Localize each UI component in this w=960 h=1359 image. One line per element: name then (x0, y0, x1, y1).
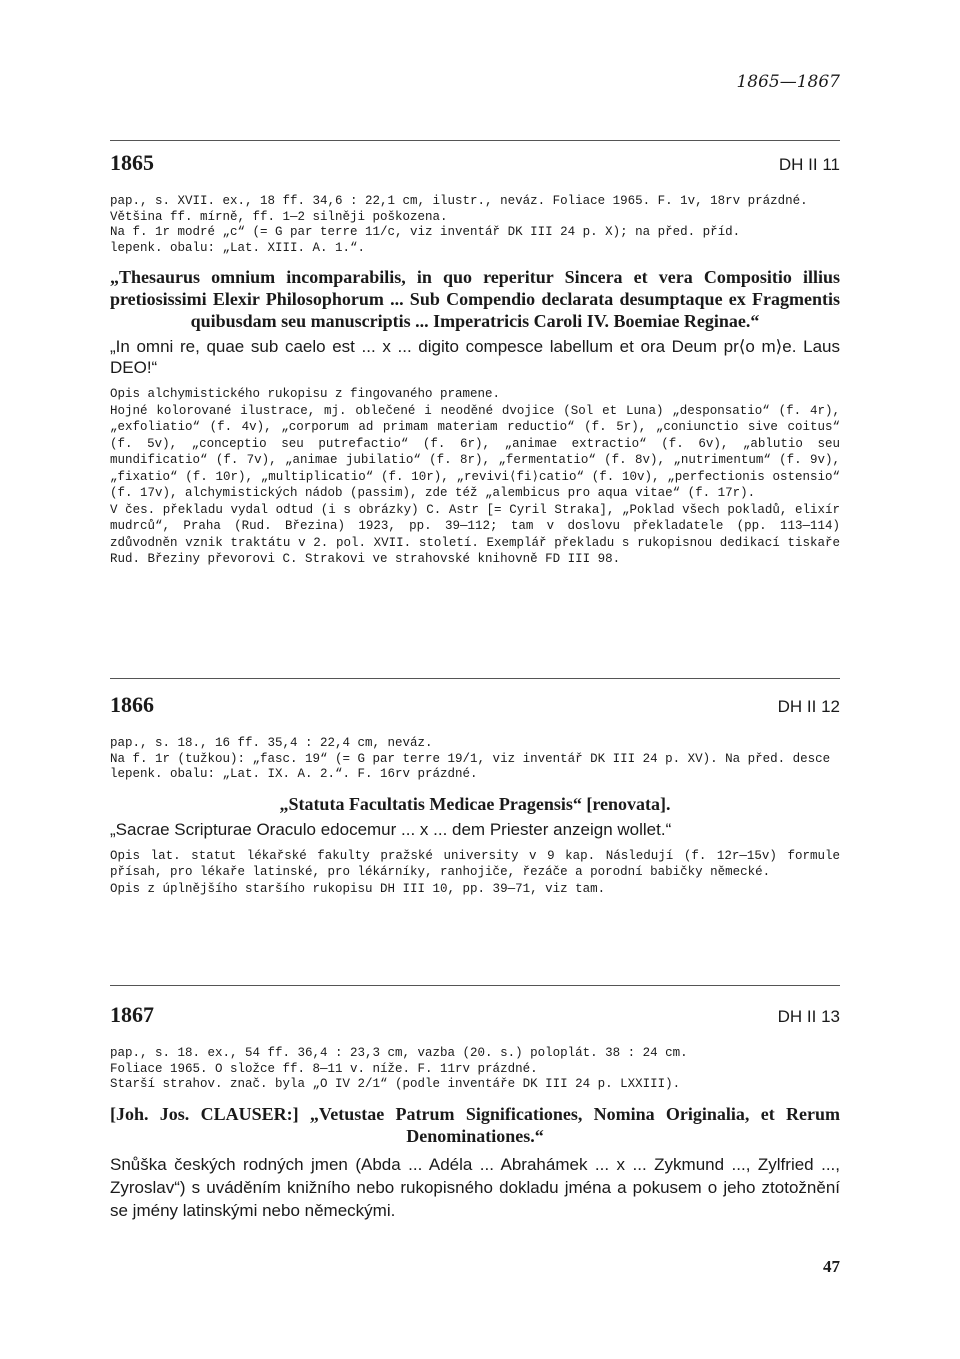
page-number: 47 (823, 1257, 840, 1276)
entry-header (110, 150, 840, 176)
description-paragraph: Hojné kolorované ilustrace, mj. oblečené i neoděné dvojice (Sol et Luna) „desponsatio“ (f. 4r), „exfoliatio“ (f. 4v), „corporum ad primam materiam reductio“ (f. 5r), „coniunctio sive coitus“ (f. 5v), „conceptio seu putrefactio“ (f. 6r), „animae extractio“ (f. 6v), „ablutio seu mundificatio“ (f. 7v), „animae jubilatio“ (f. 8r), „fermentatio“ (f. 8v), „nutrimentum“ (f. 9v), „fixatio“ (f. 10r), „multiplicatio“ (f. 10r), „revivi⟨fi⟩catio“ (f. 10v), „perfectionis ostensio“ (f. 17v), alchymistických nádob (passim), zde též „alembicus pro aqua vitae“ (f. 17r). (110, 403, 840, 500)
entry-number: 1867 (110, 1002, 154, 1027)
section-divider (110, 140, 840, 141)
work-title: [Joh. Jos. CLAUSER:] „Vetustae Patrum Significationes, Nomina Originalia, et Rerum Denominationes.“ (110, 1103, 840, 1146)
entry-1867 (110, 1002, 840, 1222)
description-paragraph: Opis alchymistického rukopisu z fingovaného pramene. (110, 387, 501, 401)
physical-description (110, 1046, 840, 1093)
running-head: 1865—1867 (736, 72, 840, 92)
physical-line: pap., s. 18., 16 ff. 35,4 : 22,4 cm, neváz. (110, 736, 433, 750)
description-paragraph: Opis lat. statut lékařské fakulty pražské university v 9 kap. Následují (f. 12r—15v) formule přísah, pro lékaře latinské, pro lékárníky, ranhojiče, řezáče a porodní babičky německé. (110, 848, 840, 879)
physical-line: Starší strahov. znač. byla „O IV 2/1“ (podle inventáře DK III 24 p. LXXIII). (110, 1077, 681, 1091)
description-paragraph: Opis z úplnějšího staršího rukopisu DH III 10, pp. 39—71, viz tam. (110, 881, 606, 896)
entry-header (110, 692, 840, 718)
physical-line: pap., s. 18. ex., 54 ff. 36,4 : 23,3 cm, vazba (20. s.) poloplát. 38 : 24 cm. (110, 1046, 688, 1060)
section-divider (110, 985, 840, 986)
description (110, 848, 840, 898)
shelfmark: DH II 13 (777, 1007, 840, 1026)
physical-line: Foliace 1965. O složce ff. 8—11 v. níže. F. 11rv prázdné. (110, 1061, 538, 1076)
physical-line: Většina ff. mírně, ff. 1—2 silněji poškozena. (110, 209, 448, 224)
entry-1866 (110, 692, 840, 897)
shelfmark: DH II 12 (777, 697, 840, 716)
entry-1865 (110, 150, 840, 568)
description: Snůška českých rodných jmen (Abda ... Adéla ... Abrahámek ... x ... Zykmund ..., Zylfried ..., Zyroslav“) s uváděním knižního nebo rukopisného dokladu jména a pokusem o jeho ztotožnění se jmény latinskými nebo německými. (110, 1154, 840, 1220)
work-title: „Statuta Facultatis Medicae Pragensis“ [renovata]. (279, 793, 671, 814)
physical-line: Na f. 1r modré „c“ (= G par terre 11/c, viz inventář DK III 24 p. X); na před. příd. (110, 225, 741, 239)
entry-header (110, 1002, 840, 1028)
entry-number: 1866 (110, 692, 154, 717)
physical-description (110, 736, 840, 783)
section-divider (110, 678, 840, 679)
entry-number: 1865 (110, 150, 154, 175)
physical-line: lepenk. obalu: „Lat. XIII. A. 1.“. (110, 240, 366, 255)
incipit: „Sacrae Scripturae Oraculo edocemur ... x ... dem Priester anzeign wollet.“ (110, 819, 672, 839)
work-title: „Thesaurus omnium incomparabilis, in quo reperitur Sincera et vera Compositio illius pretiosissimi Elexir Philosophorum ... Sub Compendio declarata desumptaque ex Fragmentis quibusdam seu manuscriptis ... Imperatricis Caroli IV. Boemiae Reginae.“ (110, 267, 840, 331)
description (110, 386, 840, 568)
shelfmark: DH II 11 (778, 155, 840, 174)
physical-line: pap., s. XVII. ex., 18 ff. 34,6 : 22,1 cm, ilustr., neváz. Foliace 1965. F. 1v, 18rv prázdné. (110, 194, 808, 208)
physical-description (110, 194, 840, 256)
incipit: „In omni re, quae sub caelo est ... x ... digito compesce labellum et ora Deum pr⟨o m⟩e. Laus DEO!“ (110, 337, 840, 377)
description-paragraph: V čes. překladu vydal odtud (i s obrázky) C. Astr [= Cyril Straka], „Poklad všech pokladů, elixír mudrců“, Praha (Rud. Březina) 1923, pp. 39—112; tam v doslovu překladatele (pp. 113—114) zdůvodněn vznik traktátu v 2. pol. XVII. století. Exemplář překladu s rukopisnou dedikací tiskaře Rud. Březiny převorovi C. Strakovi ve strahovské knihovně FD III 98. (110, 502, 840, 566)
physical-line: Na f. 1r (tužkou): „fasc. 19“ (= G par terre 19/1, viz inventář DK III 24 p. XV). Na před. desce lepenk. obalu: „Lat. IX. A. 2.“. F. 16rv prázdné. (110, 751, 831, 781)
